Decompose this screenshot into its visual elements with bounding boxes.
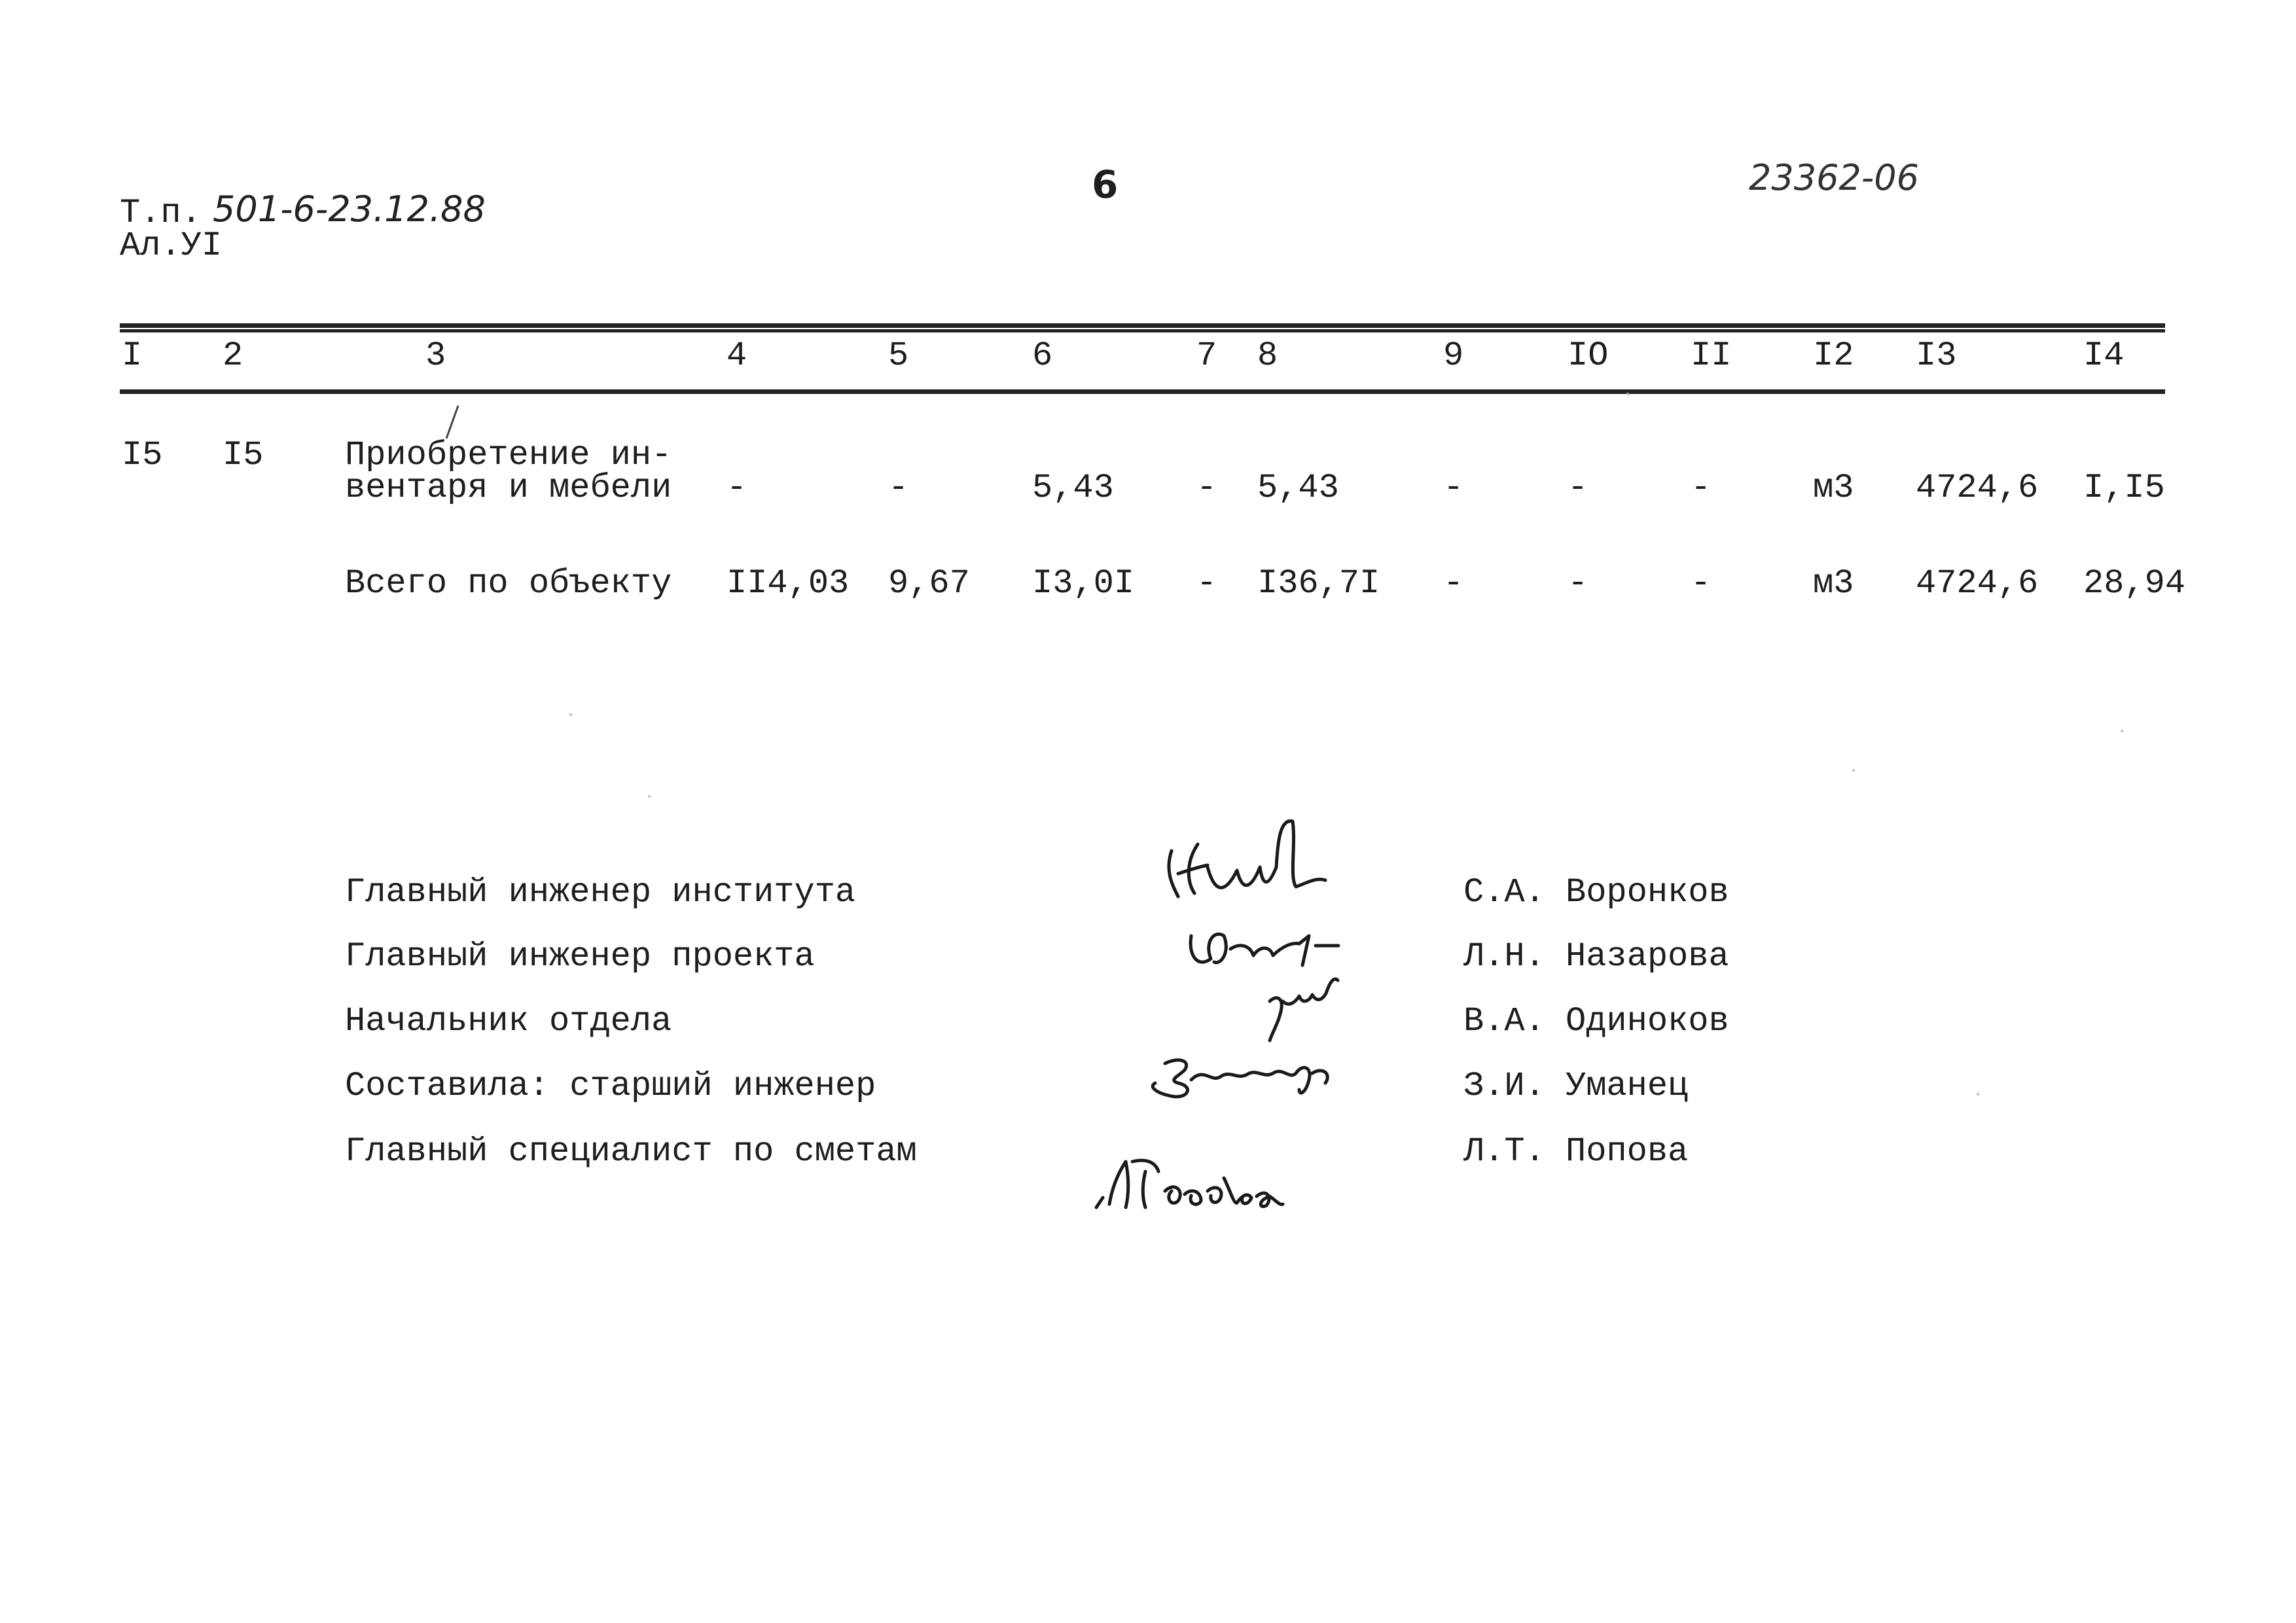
document-number: 23362-06 bbox=[1749, 157, 1919, 198]
album-label: Ал.УI bbox=[120, 226, 223, 265]
cell-col5: - bbox=[888, 469, 909, 507]
signatory-name: З.И. Уманец bbox=[1463, 1067, 1689, 1105]
signature-odinokov bbox=[1270, 979, 1338, 1041]
column-header: 2 bbox=[223, 336, 243, 375]
cell-col1: I5 bbox=[122, 436, 163, 474]
signatory-role: Начальник отдела bbox=[345, 1002, 672, 1041]
signature-popova bbox=[1096, 1160, 1283, 1207]
cell-col7: - bbox=[1196, 469, 1217, 507]
cell-unit: м3 bbox=[1813, 564, 1854, 603]
signature-nazarova bbox=[1191, 934, 1338, 965]
cell-col4: - bbox=[726, 469, 747, 507]
signature-voronkov bbox=[1169, 821, 1325, 897]
signatory-role: Составила: старший инженер bbox=[345, 1067, 876, 1105]
cell-col10: - bbox=[1568, 564, 1588, 603]
cell-col11: - bbox=[1691, 564, 1712, 603]
cell-col13: 4724,6 bbox=[1916, 469, 2039, 507]
cell-col14: 28,94 bbox=[2083, 564, 2186, 603]
cell-col13: 4724,6 bbox=[1916, 564, 2039, 603]
column-header: 6 bbox=[1032, 336, 1053, 375]
tp-prefix: Т.п. bbox=[120, 194, 202, 232]
table-header-bottom-rule bbox=[120, 389, 2165, 394]
total-label: Всего по объекту bbox=[345, 564, 672, 603]
scan-speck bbox=[1626, 393, 1629, 395]
column-header: I bbox=[122, 336, 143, 375]
scan-speck bbox=[648, 795, 651, 798]
signatory-name: В.А. Одиноков bbox=[1463, 1002, 1729, 1041]
column-header: 8 bbox=[1257, 336, 1278, 375]
cell-col6: I3,0I bbox=[1032, 564, 1135, 603]
column-header: I4 bbox=[2083, 336, 2125, 375]
cell-unit: м3 bbox=[1813, 469, 1854, 507]
cell-col8: 5,43 bbox=[1257, 469, 1339, 507]
cell-col4: II4,03 bbox=[726, 564, 850, 603]
scan-speck bbox=[1852, 769, 1855, 772]
column-header: 3 bbox=[425, 336, 446, 375]
cell-col11: - bbox=[1691, 469, 1712, 507]
cell-col9: - bbox=[1443, 564, 1464, 603]
scan-speck bbox=[1977, 1093, 1979, 1096]
scan-speck bbox=[2121, 730, 2123, 732]
cell-col7: - bbox=[1196, 564, 1217, 603]
signatory-role: Главный инженер проекта bbox=[345, 937, 815, 976]
column-header: 7 bbox=[1196, 336, 1217, 375]
column-header: 4 bbox=[726, 336, 747, 375]
column-header: 9 bbox=[1443, 336, 1464, 375]
cell-col8: I36,7I bbox=[1257, 564, 1380, 603]
cell-col2: I5 bbox=[223, 436, 264, 474]
scan-speck bbox=[569, 713, 572, 716]
column-header: I2 bbox=[1813, 336, 1854, 375]
project-code: 501-6-23.12.88 bbox=[213, 188, 486, 230]
signatory-name: Л.Т. Попова bbox=[1463, 1132, 1689, 1171]
cell-col14: I,I5 bbox=[2083, 469, 2165, 507]
signatory-name: С.А. Воронков bbox=[1463, 873, 1729, 912]
table-top-rule bbox=[120, 323, 2165, 328]
signature-umanets bbox=[1153, 1060, 1327, 1097]
cell-col10: - bbox=[1568, 469, 1588, 507]
signatory-name: Л.Н. Назарова bbox=[1463, 937, 1729, 976]
column-header: I3 bbox=[1916, 336, 1957, 375]
page-number: 6 bbox=[1092, 162, 1119, 207]
cell-col5: 9,67 bbox=[888, 564, 970, 603]
signatory-role: Главный специалист по сметам bbox=[345, 1132, 917, 1171]
cell-col6: 5,43 bbox=[1032, 469, 1114, 507]
signatory-role: Главный инженер института bbox=[345, 873, 856, 912]
cell-description-line1: Приобретение ин- bbox=[345, 436, 672, 474]
column-header: II bbox=[1691, 336, 1732, 375]
handwritten-signatures bbox=[1073, 805, 1440, 1224]
pencil-mark bbox=[432, 402, 471, 448]
column-header: 5 bbox=[888, 336, 909, 375]
cell-col9: - bbox=[1443, 469, 1464, 507]
cell-description-line2: вентаря и мебели bbox=[345, 469, 672, 507]
table-top-rule-second bbox=[120, 329, 2165, 332]
column-header: IO bbox=[1568, 336, 1609, 375]
